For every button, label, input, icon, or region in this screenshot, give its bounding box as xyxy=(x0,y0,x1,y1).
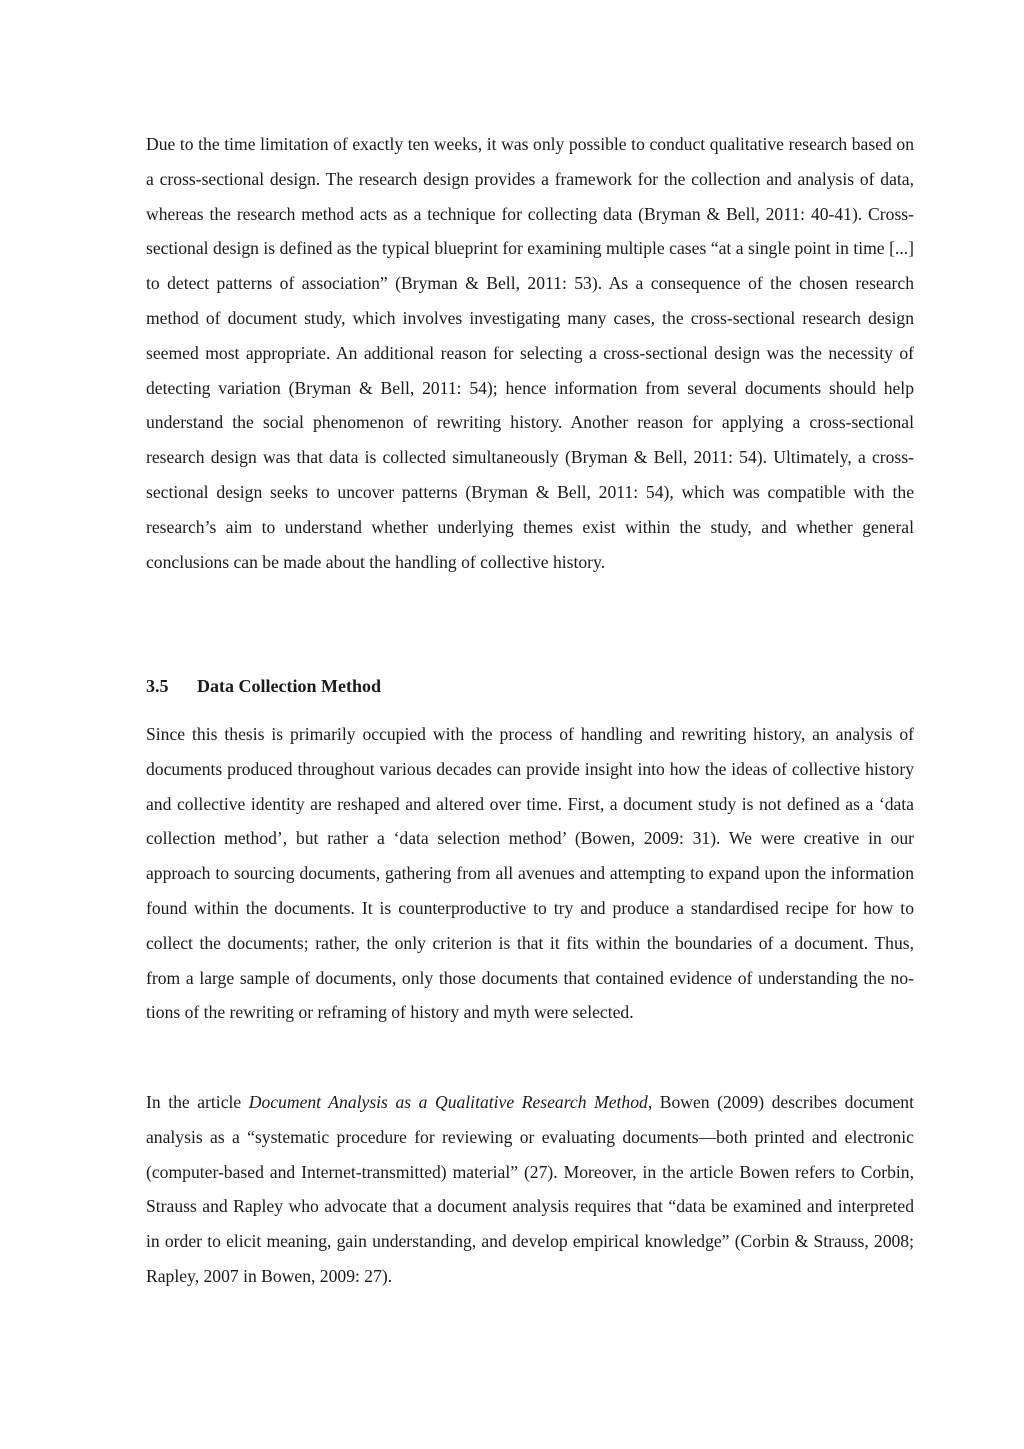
paragraph-data-collection: Since this thesis is primarily occupied with the process of handling and rewriting history, an analysis of documents produced throughout various decades can provide insight into how the ideas of collective history and collective identity are reshaped and altered over time. First, a document study is not defined as a ‘data collection method’, but rather a ‘data selection method’ (Bowen, 2009: 31). We were creative in our approach to sourcing documents, gathering from all avenues and attempting to expand upon the information found within the documents. It is counterproductive to try and produce a standardised recipe for how to collect the documents; rather, the only criterion is that it fits within the boundaries of a document. Thus, from a large sample of documents, only those documents that contained evidence of understanding the notions of the rewriting or reframing of history and myth were selected. xyxy=(146,724,914,1023)
section-title: Data Collection Method xyxy=(197,676,381,696)
paragraph-document-analysis xyxy=(146,1085,914,1294)
article-title: Document Analysis as a Qualitative Research Method xyxy=(248,1092,648,1112)
paragraph-body-text: , Bowen (2009) describes document analysis as a “systematic procedure for reviewing or evaluating documents—both printed and electronic (computer-based and Internet-transmitted) material” (27). Moreover, in the article Bowen refers to Corbin, Strauss and Rapley who advocate that a document analysis requires that “data be examined and interpreted in order to elicit meaning, gain understanding, and develop empirical knowledge” (Corbin & Strauss, 2008; Rapley, 2007 in Bowen, 2009: 27). xyxy=(146,1092,914,1286)
paragraph-lead-text: In the article xyxy=(146,1092,249,1112)
section-number: 3.5 xyxy=(146,676,169,696)
section-heading xyxy=(146,671,381,701)
paragraph-research-design: Due to the time limitation of exactly ten weeks, it was only possible to conduct qualitative research based on a cross-sectional design. The research design provides a framework for the collection and analysis of data, whereas the research method acts as a technique for collecting data (Bryman & Bell, 2011: 40-41). Cross-sectional design is defined as the typical blueprint for examining multiple cases “at a single point in time [...] to detect patterns of association” (Bryman & Bell, 2011: 53). As a consequence of the chosen research method of document study, which involves investigating many cases, the cross-sectional research design seemed most appropriate. An additional reason for selecting a cross-sectional design was the necessity of detecting variation (Bryman & Bell, 2011: 54); hence information from several documents should help understand the social phenomenon of rewriting history. Another reason for applying a cross-sectional research design was that data is collected simultaneously (Bryman & Bell, 2011: 54). Ultimately, a cross-sectional design seeks to uncover patterns (Bryman & Bell, 2011: 54), which was compatible with the research’s aim to understand whether underlying themes exist within the study, and whether general conclusions can be made about the handling of collective history. xyxy=(146,134,914,572)
